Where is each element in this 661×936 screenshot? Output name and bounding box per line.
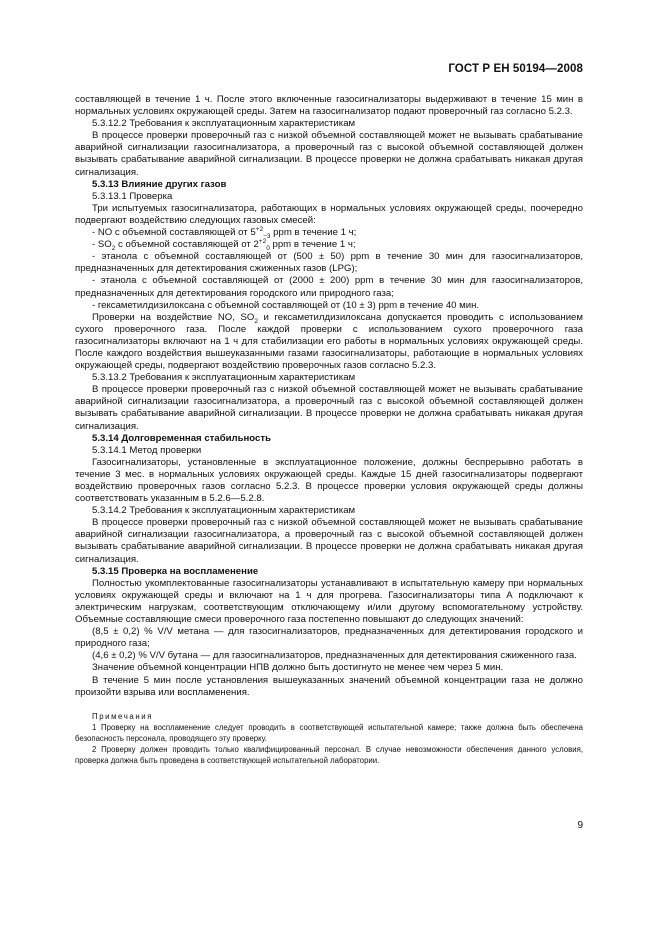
paragraph: В течение 5 мин после установления вышеуказанных значений объемной концентрации газа не должно произойти взрыва или воспламенения. [75, 674, 583, 698]
section-heading: 5.3.14 Долговременная стабильность [92, 432, 271, 444]
paragraph: В процессе проверки проверочный газ с низкой объемной составляющей может не вызывать срабатывание аварийной сигнализации газосигнализатора, а проверочный газ с высокой объемной составляющей должен вызывать срабатывание аварийной сигнализации. В процессе проверки не должна срабатывать никакая другая сигнализация. [75, 384, 583, 432]
document-body [75, 94, 583, 766]
paragraph: составляющей в течение 1 ч. После этого включенные газосигнализаторы выдерживают в течение 15 мин в нормальных условиях окружающей среды. Затем на газосигнализатор подают проверочный газ согласно 5.2.3. [75, 94, 583, 118]
list-item: - этанола с объемной составляющей от (500 ± 50) ppm в течение 30 мин для газосигнализаторов, предназначенных для детектирования сжиженных газов (LPG); [75, 251, 583, 275]
paragraph: Проверки на воздействие NO, $SO_2$ и гексаметилдизилоксана допускается проводить с использованием сухого проверочного газа. После каждой проверки с использованием сухого проверочного газа газосигнализаторы включают на 1 ч для стабилизации его работы в нормальных условиях окружающей среды. После каждого воздействия вышеуказанными газами газосигнализаторы, работающие в нормальных условиях окружающей среды, подвергают воздействию проверочных газов согласно 5.2.3. [75, 311, 583, 372]
list-item: - $SO_2$ с объемной составляющей от $2^{+2}_0$ ppm в течение 1 ч; [92, 237, 356, 253]
list-item: - этанола с объемной составляющей от (2000 ± 200) ppm в течение 30 мин для газосигнализаторов, предназначенных для детектирования городского или природного газа; [75, 275, 583, 299]
document-header: ГОСТ Р ЕН 50194—2008 [448, 63, 583, 75]
list-item: (4,6 ± 0,2) % V/V бутана — для газосигнализаторов, предназначенных для детектирования сжиженного газа. [92, 650, 577, 662]
notes-title: Примечания [92, 711, 154, 721]
paragraph: Три испытуемых газосигнализатора, работающих в нормальных условиях окружающей среды, поочередно подвергают воздействию следующих газовых смесей: [75, 202, 583, 226]
list-item: (8,5 ± 0,2) % V/V метана — для газосигнализаторов, предназначенных для детектирования городского и природного газа; [75, 626, 583, 650]
list-item: - гексаметилдизилоксана с объемной составляющей от (10 ± 3) ppm в течение 40 мин. [92, 299, 480, 311]
paragraph: В процессе проверки проверочный газ с низкой объемной составляющей может не вызывать срабатывание аварийной сигнализации газосигнализатора, а проверочный газ с высокой объемной составляющей должен вызывать срабатывание аварийной сигнализации. В процессе проверки не должна срабатывать никакая другая сигнализация. [75, 130, 583, 178]
section-heading: 5.3.15 Проверка на воспламенение [92, 565, 259, 577]
note-item: 2 Проверку должен проводить только квалифицированный персонал. В случае невозможности обеспечения данного условия, проверка должна быть проведена в соответствующей испытательной лаборатории. [75, 744, 583, 765]
subsection-heading: 5.3.13.1 Проверка [92, 190, 173, 202]
subsection-heading: 5.3.12.2 Требования к эксплуатационным характеристикам [92, 118, 356, 130]
page-number: 9 [577, 820, 583, 831]
subsection-heading: 5.3.14.1 Метод проверки [92, 444, 202, 456]
subsection-heading: 5.3.14.2 Требования к эксплуатационным характеристикам [92, 505, 356, 517]
paragraph: Значение объемной концентрации НПВ должно быть достигнуто не менее чем через 5 мин. [92, 662, 504, 674]
section-heading: 5.3.13 Влияние других газов [92, 178, 227, 190]
note-item: 1 Проверку на воспламенение следует проводить в соответствующей испытательной камере; также должна быть обеспечена безопасность персонала, проводящего эту проверку. [75, 722, 583, 743]
list-item: - NO с объемной составляющей от $5^{+2}_{-3}$ ppm в течение 1 ч; [92, 225, 357, 240]
paragraph: Газосигнализаторы, установленные в эксплуатационное положение, должны беспрерывно работать в течение 3 мес. в нормальных условиях окружающей среды. Каждые 15 дней газосигнализаторы подвергают воздействию проверочных газов согласно 5.2.3. В процессе проверки условия окружающей среды должны соответствовать указанным в 5.2.6—5.2.8. [75, 456, 583, 505]
notes [75, 711, 583, 766]
paragraph: В процессе проверки проверочный газ с низкой объемной составляющей может не вызывать срабатывание аварийной сигнализации газосигнализатора, а проверочный газ с высокой объемной составляющей должен вызывать срабатывание аварийной сигнализации. В процессе проверки не должна срабатывать никакая другая сигнализация. [75, 517, 583, 565]
subsection-heading: 5.3.13.2 Требования к эксплуатационным характеристикам [92, 372, 356, 384]
paragraph: Полностью укомплектованные газосигнализаторы устанавливают в испытательную камеру при нормальных условиях окружающей среды и включают на 1 ч для прогрева. Газосигнализаторы типа А подключают к электрическим нагрузкам, соответствующим отключающему и/или другому вспомогательному устройству. Объемные составляющие смеси проверочного газа постепенно повышают до следующих значений: [75, 577, 583, 626]
